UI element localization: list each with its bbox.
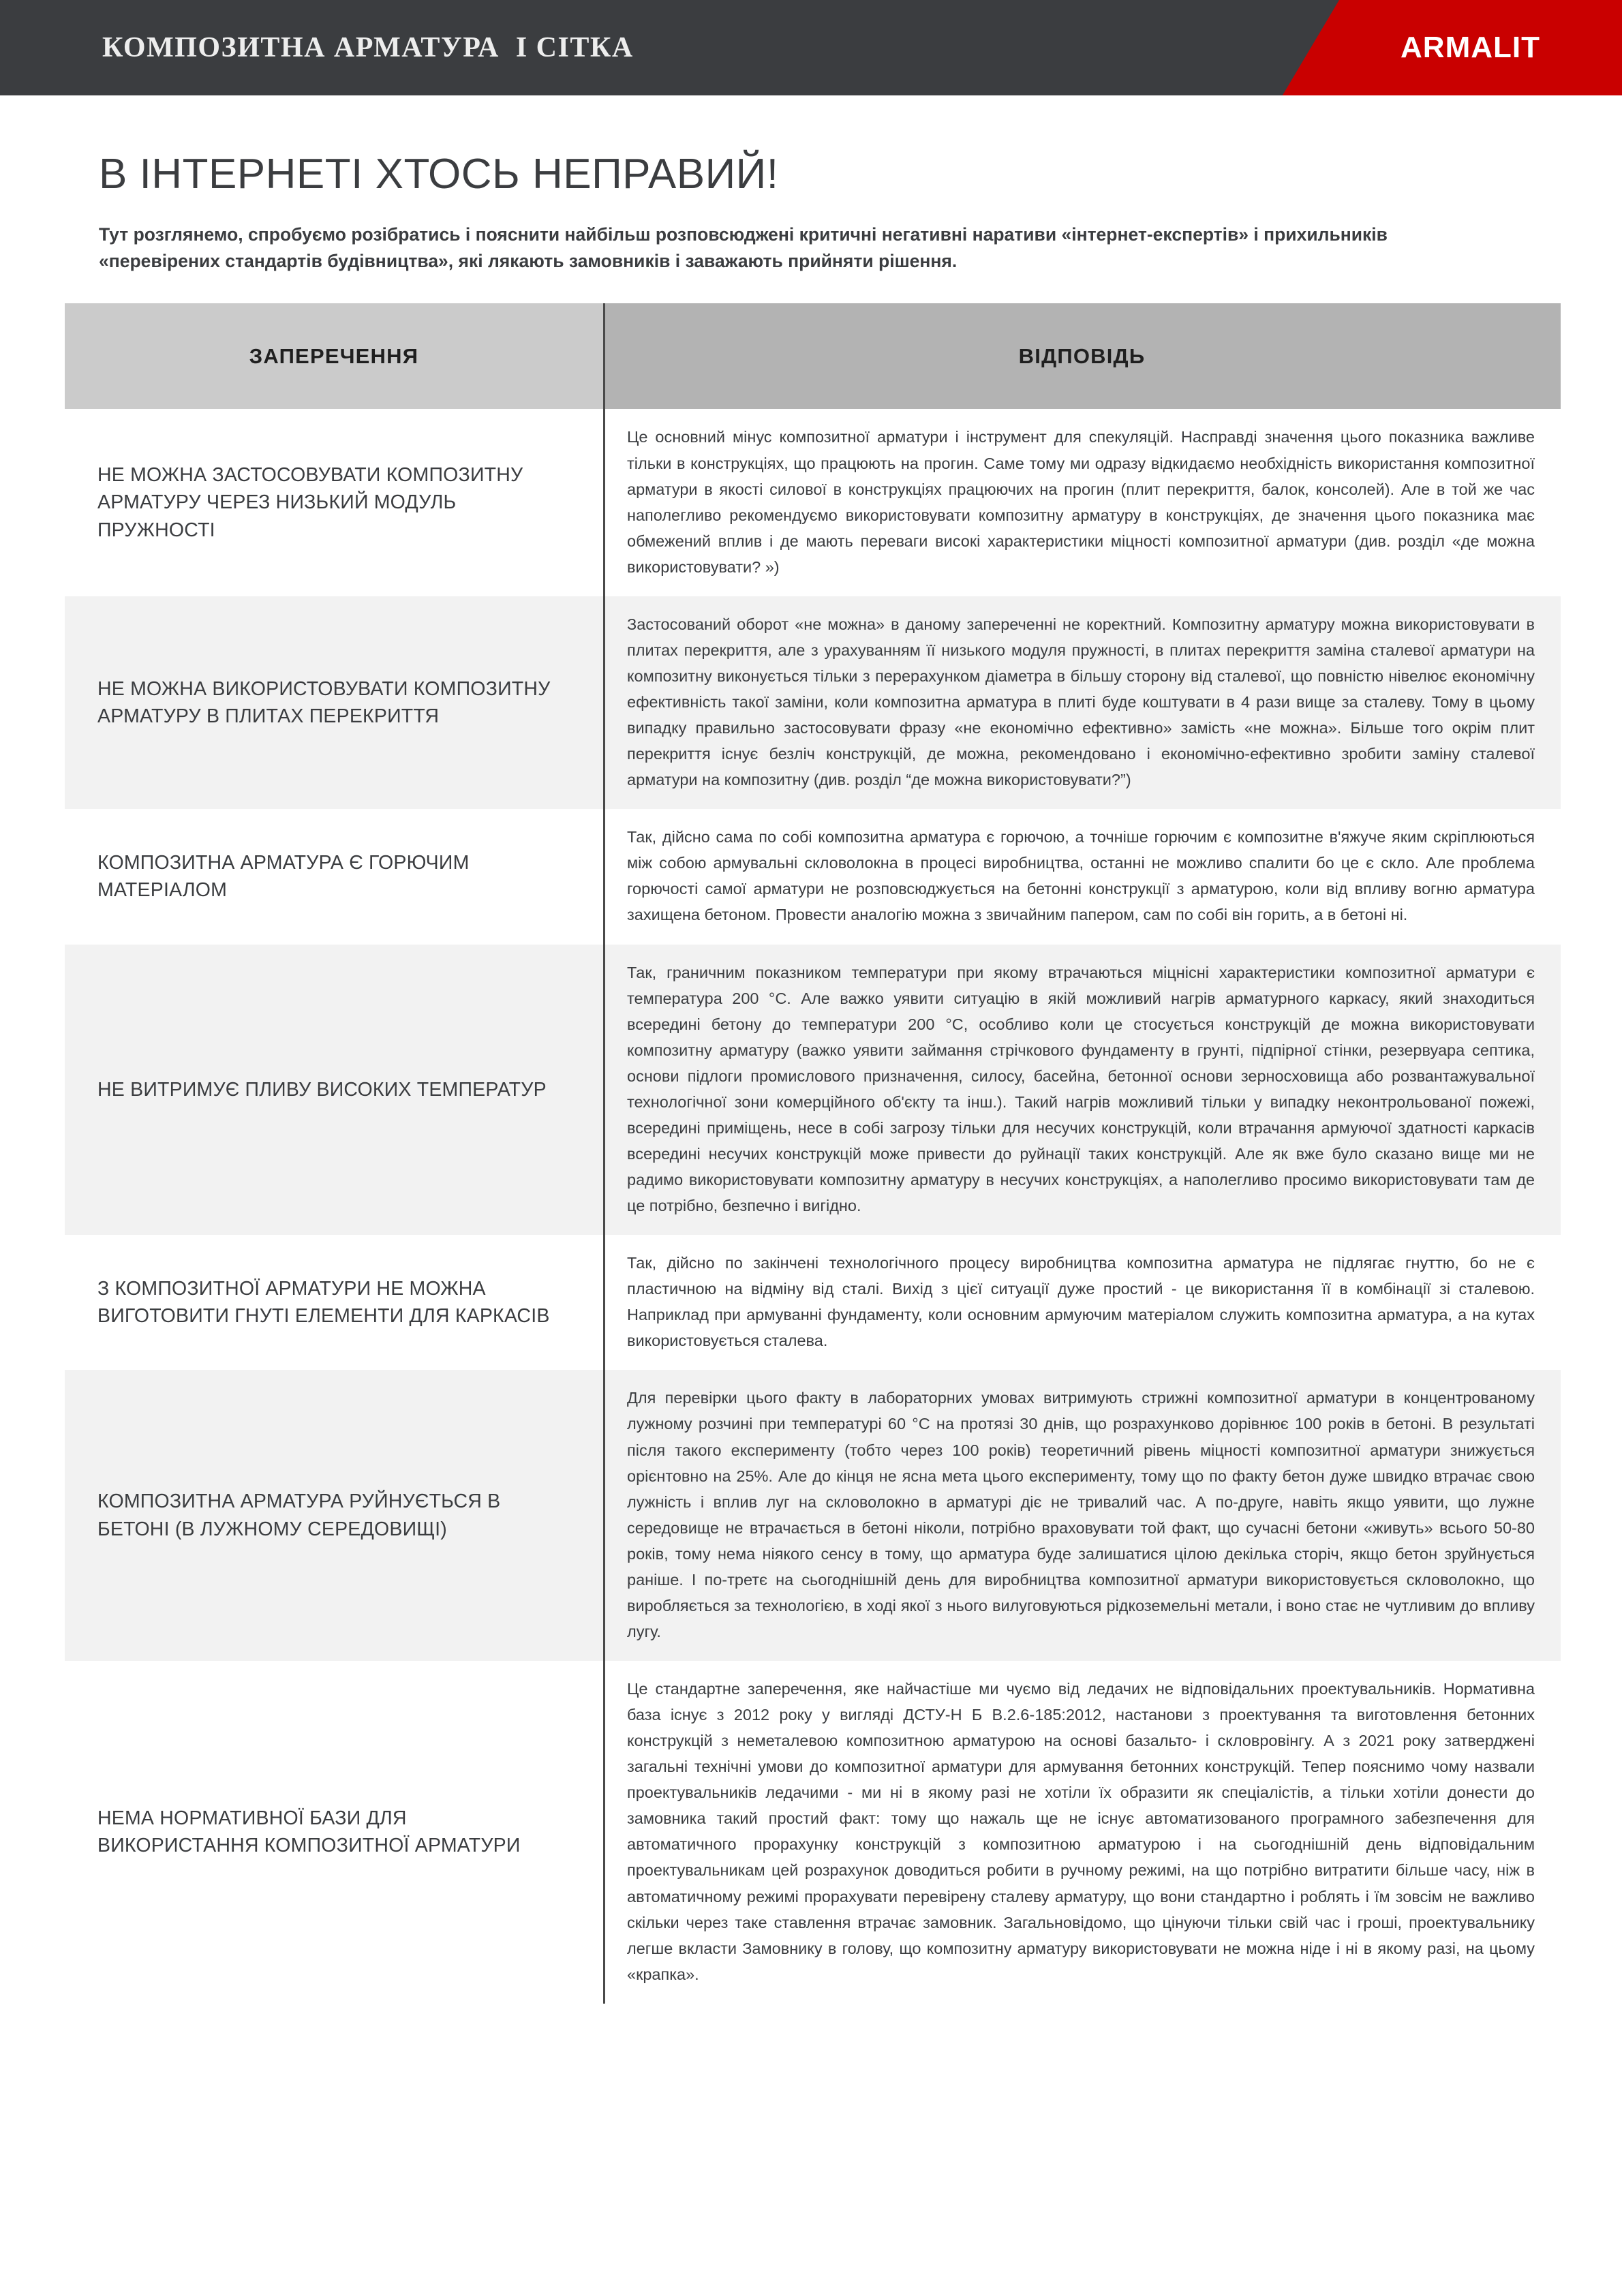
brand-logo: ARMALIT [1401, 31, 1540, 64]
objection-cell [65, 945, 603, 1236]
objection-cell [65, 1661, 603, 2004]
objection-text: НЕ МОЖНА ЗАСТОСОВУВАТИ КОМПОЗИТНУ АРМАТУРУ ЧЕРЕЗ НИЗЬКИЙ МОДУЛЬ ПРУЖНОСТІ [97, 463, 523, 541]
answer-cell [603, 409, 1561, 596]
answer-cell [603, 809, 1561, 944]
answer-text: Так, дійсно сама по собі композитна арматура є горючою, а точніше горючим є композитне в'яжуче яким скріплюються між собою армувальні скловолокна в процесі виробництва, останні не можливо спалити бо це є скло. Але проблема горючості самої арматури не розповсюджується на бетонні конструкції з арматурою, коли від впливу вогню арматура захищена бетоном. Провести аналогію можна з звичайним папером, сам по собі він горить, а в бетоні ні. [627, 828, 1535, 924]
page-title: В ІНТЕРНЕТІ ХТОСЬ НЕПРАВИЙ! [99, 151, 779, 198]
answer-cell [603, 945, 1561, 1236]
objection-cell [65, 596, 603, 809]
table-row [65, 1370, 1561, 1661]
table-row [65, 1661, 1561, 2004]
objection-text: НЕМА НОРМАТИВНОЇ БАЗИ ДЛЯ ВИКОРИСТАННЯ КОМПОЗИТНОЇ АРМАТУРИ [97, 1807, 521, 1857]
answer-text: Для перевірки цього факту в лабораторних умовах витримують стрижні композитної арматури в концентрованому лужному розчині при температурі 60 °С на протязі 30 днів, що розрахунково дорівнює 100 років в бетоні. В результаті після такого експерименту (тобто через 100 років) теоретичний рівень міцності композитної арматури знижується орієнтовно на 25%. Але до кінця не ясна мета цього експерименту, тому що по факту бетон дуже швидко втрачає свою лужність і вплив луг на скловолокно в арматурі діє не тривалий час. А по-друге, навіть якщо уявити, що лужне середовище не втрачається в бетоні ніколи, потрібно враховувати той факт, що сучасні бетони «живуть» всього 50-80 років, тому нема ніякого сенсу в тому, що арматура буде залишатися цілою декілька сторіч, якщо бетон зруйнується раніше. І по-третє на сьогоднішній день для виробництва композитної арматури використовується скловолокно, що виробляється за технологією, в ході якої з нього вилуговуються рідкоземельні метали, і воно стає не чутливим до впливу лугу. [627, 1389, 1535, 1640]
table-header-row [65, 303, 1561, 409]
column-header-objection: ЗАПЕРЕЧЕННЯ [65, 303, 603, 409]
table-row [65, 809, 1561, 944]
answer-cell [603, 596, 1561, 809]
objection-text: КОМПОЗИТНА АРМАТУРА Є ГОРЮЧИМ МАТЕРІАЛОМ [97, 851, 470, 902]
intro-paragraph: Тут розглянемо, спробуємо розібратись і пояснити найбільш розповсюджені критичні негативні наративи «інтернет-експертів» і прихильників «перевірених стандартів будівництва», які лякають замовників і заважають прийняти рішення. [99, 224, 1388, 272]
answer-text: Так, граничним показником температури при якому втрачаються міцнісні характеристики композитної арматури є температура 200 °С. Але важко уявити ситуацію в якій можливий нагрів арматурного каркасу, який знаходиться всередині бетону до температури 200 °С, особливо коли це стосується конструкцій де можна використовувати композитну арматуру (важко уявити займання стрічкового фундаменту в грунті, підпірної стінки, резервуара септика, основи підлоги промислового призначення, силосу, басейна, бетонної основи зерносховища або розвантажувальної технологічної зони комерційного об'єкту та інш.). Такий нагрів можливий тільки у випадку неконтрольованої пожежі, всередині приміщень, несе в собі загрозу тільки для несучих конструкцій, коли втрачання армуючої здатності каркасів всередині несучих конструкцій може привести до руйнації таких конструкцій. Але як вже було сказано вище ми не радимо використовувати композитну арматуру в несучих конструкціях, а наполегливо просимо використовувати там де це потрібно, безпечно і вигідно. [627, 963, 1535, 1215]
objection-text: НЕ ВИТРИМУЄ ПЛИВУ ВИСОКИХ ТЕМПЕРАТУР [97, 1078, 547, 1101]
objection-text: КОМПОЗИТНА АРМАТУРА РУЙНУЄТЬСЯ В БЕТОНІ (В ЛУЖНОМУ СЕРЕДОВИЩІ) [97, 1490, 501, 1540]
answer-cell [603, 1235, 1561, 1370]
objection-cell [65, 1370, 603, 1661]
objection-text: НЕ МОЖНА ВИКОРИСТОВУВАТИ КОМПОЗИТНУ АРМАТУРУ В ПЛИТАХ ПЕРЕКРИТТЯ [97, 677, 551, 728]
answer-text: Так, дійсно по закінчені технологічного процесу виробництва композитна арматура не підлягає гнуттю, бо не є пластичною на відміну від сталі. Вихід з цієї ситуації дуже простий - це використання її в комбінації зі сталевою. Наприклад при армуванні фундаменту, коли основним армуючим матеріалом служить композитна арматура, а на кутах використовується сталева. [627, 1254, 1535, 1350]
table-row [65, 409, 1561, 596]
column-divider [603, 303, 605, 2003]
column-header-answer: ВІДПОВІДЬ [603, 303, 1561, 409]
table-row [65, 1235, 1561, 1370]
answer-cell [603, 1370, 1561, 1661]
answer-text: Це основний мінус композитної арматури і інструмент для спекуляцій. Насправді значення цього показника важливе тільки в конструкціях, що працюють на прогин. Саме тому ми одразу відкидаємо необхідність використання композитної арматури в якості силової в конструкціях працюючих на прогин (плит перекриття, балок, консолей). Але в той же час наполегливо рекомендуємо використовувати композитну арматуру в конструкціях, де значення цього показника має обмежений вплив і де мають переваги високі характеристики міцності композитної арматури (див. розділ «де можна використовувати? ») [627, 428, 1535, 576]
page-body [0, 150, 1622, 2004]
answer-text: Це стандартне заперечення, яке найчастіше ми чуємо від ледачих не відповідальних проектувальників. Нормативна база існує з 2012 року у вигляді ДСТУ-Н Б В.2.6-185:2012, настанови з проектування та виготовлення бетонних конструкцій з неметалевою композитною арматурою на основі базальто- і скловровінгу. А з 2021 року затверджені загальні технічні умови до композитної арматури для армування бетонних конструкцій. Тепер пояснимо чому назвали проектувальників ледачими - ми ні в якому разі не хотіли їх образити як спеціалістів, а тільки хотіли донести до замовника такий простий факт: тому що нажаль ще не існує автоматизованого програмного забезпечення для автоматичного прорахунку конструкцій з композитною арматурою і на сьогоднішній день відповідальним проектувальникам цей розрахунок доводиться робити в ручному режимі, на що потрібно витратити більше часу, ніж в автоматичному режимі прорахувати перевірену сталеву арматуру, що вони стандартно і роблять і їм зовсім не важливо скільки через таке ставлення втрачає замовник. Загальновідомо, що цінуючи тільки свій час і гроші, проектувальнику легше вкласти Замовнику в голову, що композитну арматуру використовувати не можна ніде і ні в якому разі, на цьому «крапка». [627, 1680, 1535, 1983]
top-banner [0, 0, 1622, 95]
answer-cell [603, 1661, 1561, 2004]
table-row [65, 596, 1561, 809]
objection-cell [65, 809, 603, 944]
answer-text: Застосований оборот «не можна» в даному запереченні не коректний. Композитну арматуру можна використовувати в плитах перекриття, але з урахуванням її низького модуля пружності, в плитах перекриття заміна сталевої арматури на композитну виконується тільки з перерахунком діаметра в більшу сторону від сталевої, що повністю нівелює економічну ефективність такої заміни, коли композитна арматура в плиті буде коштувати в 4 рази вище за сталеву. Тому в цьому випадку правильно застосовувати фразу «не економічно ефективно» замість «не можна». Більше того окрім плит перекриття існує безліч конструкцій, де можна, рекомендовано і економічно-ефективно зробити заміну сталевої арматури на композитну (див. розділ “де можна використовувати?”) [627, 615, 1535, 789]
objection-cell [65, 1235, 603, 1370]
objections-answers-table [65, 303, 1561, 2003]
banner-title: КОМПОЗИТНА АРМАТУРА І СІТКА [102, 32, 634, 63]
objection-cell [65, 409, 603, 596]
objection-text: З КОМПОЗИТНОЇ АРМАТУРИ НЕ МОЖНА ВИГОТОВИТИ ГНУТІ ЕЛЕМЕНТИ ДЛЯ КАРКАСІВ [97, 1277, 550, 1328]
table-row [65, 945, 1561, 1236]
